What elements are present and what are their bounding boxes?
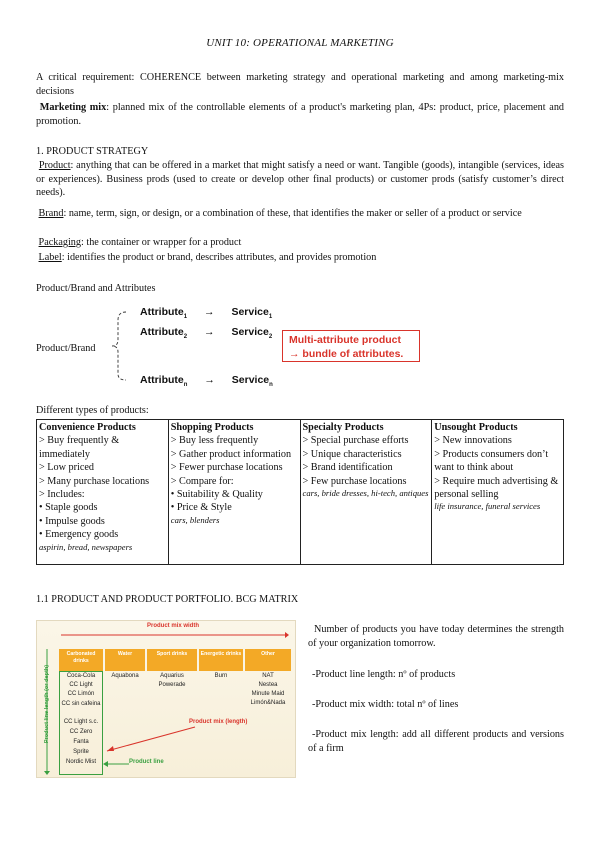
coherence-paragraph: A critical requirement: COHERENCE between marketing strategy and operational marketing and among marketing-mix decisions bbox=[36, 72, 564, 97]
mix-length-paragraph: -Product mix length: add all different products and versions of a firm bbox=[308, 729, 564, 754]
line-length-paragraph: -Product line length: nº of products bbox=[312, 669, 456, 680]
list-item: > New innovations bbox=[434, 435, 512, 447]
column-header: Specialty Products bbox=[302, 422, 384, 433]
product-term: Product bbox=[38, 160, 71, 171]
shopping-column bbox=[168, 420, 300, 565]
marketing-mix-paragraph bbox=[36, 101, 564, 128]
arrow-right-icon: → bbox=[204, 306, 215, 318]
list-item: > Gather product information bbox=[170, 448, 292, 460]
list-item: > Fewer purchase locations bbox=[170, 462, 283, 474]
column-header: Unsought Products bbox=[434, 422, 518, 433]
column-header: Convenience Products bbox=[39, 422, 136, 433]
attributes-caption: Product/Brand and Attributes bbox=[36, 283, 156, 294]
list-item: CC sin cafeina bbox=[61, 701, 101, 707]
bcg-header-water: Water bbox=[105, 649, 145, 671]
list-item: CC Zero bbox=[69, 729, 93, 735]
page-title: UNIT 10: OPERATIONAL MARKETING bbox=[206, 37, 394, 49]
column-header: Shopping Products bbox=[170, 422, 254, 433]
list-item: > Compare for: bbox=[170, 475, 234, 487]
list-item: • Staple goods bbox=[39, 502, 98, 514]
example-text: life insurance, funeral services bbox=[434, 501, 541, 512]
packaging-def-text: : the container or wrapper for a product bbox=[80, 237, 242, 248]
product-types-table bbox=[36, 419, 564, 565]
list-item: Powerade bbox=[158, 682, 186, 688]
brand-definition bbox=[36, 207, 564, 221]
product-line-arrow-icon bbox=[103, 759, 131, 769]
bcg-header-energetic: Energetic drinks bbox=[199, 649, 243, 671]
width-arrow-icon bbox=[59, 631, 289, 639]
list-item: Aquabona bbox=[111, 673, 139, 679]
list-item: > Require much advertising & personal selling bbox=[434, 475, 559, 501]
product-definition bbox=[36, 159, 564, 200]
example-text: cars, bride dresses, hi-tech, antiques bbox=[302, 488, 429, 499]
product-mix-width-label: Product mix width bbox=[147, 623, 200, 629]
label-term: Label bbox=[38, 252, 62, 263]
list-item: CC Limón bbox=[67, 691, 95, 697]
product-mix-figure bbox=[36, 620, 296, 778]
bcg-header-other: Other bbox=[245, 649, 291, 671]
specialty-column bbox=[300, 420, 432, 565]
arrow-right-icon: → bbox=[204, 326, 215, 338]
marketing-mix-term: Marketing mix bbox=[39, 102, 107, 113]
label-def-text: : identifies the product or brand, describes attributes, and provides promotion bbox=[61, 252, 377, 263]
list-item: • Suitability & Quality bbox=[170, 489, 263, 501]
product-line-label: Product line bbox=[129, 759, 164, 765]
packaging-definition bbox=[36, 236, 564, 250]
list-item: > Products consumers don’t want to think about bbox=[434, 448, 549, 474]
attribute-row-n: Attribute$_n$ → Service$_n$ bbox=[140, 374, 273, 389]
example-text: aspirin, bread, newspapers bbox=[39, 541, 133, 552]
list-item: Aquarius bbox=[160, 673, 184, 679]
list-item: • Emergency goods bbox=[39, 529, 119, 541]
list-item: Nordic Mist bbox=[65, 759, 96, 765]
attribute-row-1: Attribute$_1$ → Service$_1$ bbox=[140, 306, 273, 321]
list-item: • Impulse goods bbox=[39, 515, 105, 527]
list-item: Sprite bbox=[73, 749, 89, 755]
products-strength-paragraph: Number of products you have today determines the strength of your organization tomorrow. bbox=[308, 624, 564, 649]
section-heading-product-strategy: 1. PRODUCT STRATEGY bbox=[36, 146, 149, 157]
brand-term: Brand bbox=[38, 208, 64, 219]
list-item: > Buy less frequently bbox=[170, 435, 259, 447]
example-text: cars, blenders bbox=[170, 514, 220, 525]
types-caption: Different types of products: bbox=[36, 405, 149, 416]
product-mix-length-label: Product mix (length) bbox=[189, 719, 248, 725]
arrow-right-icon: → bbox=[204, 374, 215, 386]
list-item: Burn bbox=[214, 673, 228, 679]
list-item: > Unique characteristics bbox=[302, 448, 402, 460]
unsought-column bbox=[432, 420, 564, 565]
list-item: > Brand identification bbox=[302, 462, 393, 474]
list-item: > Buy frequently & immediately bbox=[39, 435, 120, 460]
list-item: > Includes: bbox=[39, 489, 85, 501]
list-item: NAT bbox=[262, 673, 274, 679]
packaging-term: Packaging bbox=[38, 237, 81, 248]
multi-attribute-line1: Multi-attribute product bbox=[289, 334, 401, 346]
section-heading-bcg: 1.1 PRODUCT AND PRODUCT PORTFOLIO. BCG MATRIX bbox=[36, 594, 299, 605]
brace-icon bbox=[110, 306, 130, 386]
list-item: CC Light bbox=[69, 682, 93, 688]
mix-length-arrow-icon bbox=[101, 725, 197, 755]
bcg-header-carbonated: Carbonated drinks bbox=[59, 649, 103, 671]
label-definition bbox=[36, 251, 564, 265]
list-item: • Price & Style bbox=[170, 502, 232, 514]
brand-def-text: : name, term, sign, or design, or a combination of these, that identifies the maker or seller of a product or service bbox=[63, 208, 522, 219]
list-item: > Low priced bbox=[39, 462, 94, 474]
list-item: CC Light s.c. bbox=[63, 719, 99, 725]
marketing-mix-definition: : planned mix of the controllable elements of a product's marketing plan, 4Ps: product, price, placement and promotion. bbox=[36, 102, 565, 127]
product-def-text: : anything that can be offered in a market that might satisfy a need or want. Tangible (goods), intangible (services, ideas or experiences). Business prods (used to create or develop other final products) or customer prods (satisfy customer’s direct needs). bbox=[36, 160, 565, 199]
product-brand-label: Product/Brand bbox=[36, 343, 96, 354]
list-item: Nestea bbox=[258, 682, 278, 688]
list-item: > Special purchase efforts bbox=[302, 435, 409, 447]
mix-width-paragraph: -Product mix width: total nº of lines bbox=[312, 699, 459, 710]
convenience-column bbox=[37, 420, 169, 565]
multi-attribute-box bbox=[282, 330, 420, 362]
product-line-length-label: Product line length (or depth) bbox=[44, 664, 50, 744]
bcg-header-sport: Sport drinks bbox=[147, 649, 197, 671]
list-item: Minute Maid bbox=[251, 691, 285, 697]
list-item: > Many purchase locations bbox=[39, 475, 150, 487]
attribute-row-2: Attribute$_2$ → Service$_2$ bbox=[140, 326, 273, 341]
list-item: Limón&Nada bbox=[250, 700, 286, 706]
list-item: > Few purchase locations bbox=[302, 475, 407, 487]
list-item: Coca-Cola bbox=[66, 673, 96, 679]
multi-attribute-line2: → bundle of attributes. bbox=[289, 348, 404, 360]
list-item: Fanta bbox=[73, 739, 89, 745]
